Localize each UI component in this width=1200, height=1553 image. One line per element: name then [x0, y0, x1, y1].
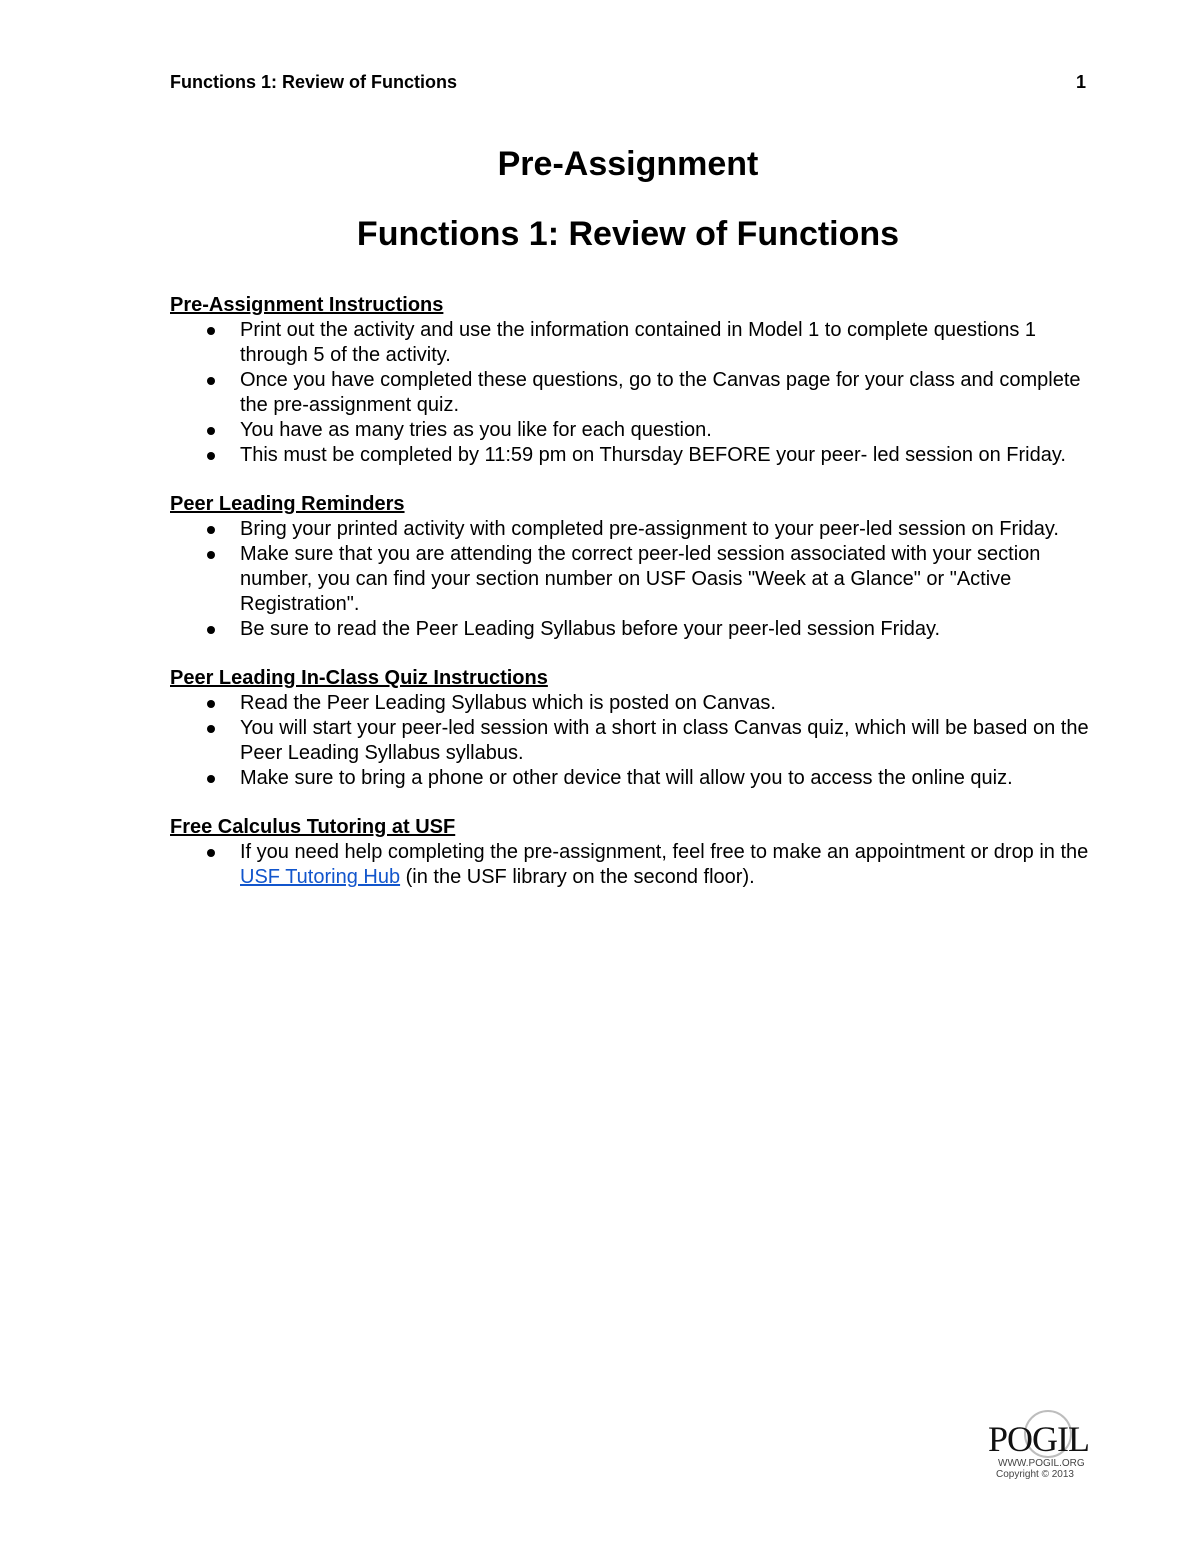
- list-item-text: Bring your printed activity with completed pre-assignment to your peer-led session on Friday.: [240, 518, 1059, 540]
- list-item-text: You have as many tries as you like for each question.: [240, 419, 712, 441]
- usf-tutoring-hub-link[interactable]: USF Tutoring Hub: [240, 866, 401, 888]
- bullet-icon: [207, 551, 215, 559]
- section-peer-leading-reminders: [170, 492, 1090, 642]
- list-item-text: You will start your peer-led session with a short in class Canvas quiz, which will be based on the Peer Leading Syllabus syllabus.: [240, 717, 1089, 764]
- bullet-icon: [207, 427, 215, 435]
- list-item-text: Be sure to read the Peer Leading Syllabus before your peer-led session Friday.: [240, 618, 941, 640]
- bullet-list: [170, 318, 1090, 468]
- section-heading: Peer Leading In-Class Quiz Instructions: [170, 667, 548, 689]
- bullet-icon: [207, 775, 215, 783]
- list-item-text: Print out the activity and use the information contained in Model 1 to complete questions 1 through 5 of the activity.: [240, 319, 1037, 366]
- document-body: [170, 293, 1090, 914]
- running-header: [170, 70, 1086, 94]
- list-item: [170, 840, 1090, 890]
- list-item-text: This must be completed by 11:59 pm on Thursday BEFORE your peer- led session on Friday.: [240, 444, 1066, 466]
- bullet-icon: [207, 377, 215, 385]
- section-heading: Free Calculus Tutoring at USF: [170, 816, 456, 838]
- section-free-calculus-tutoring: [170, 815, 1090, 890]
- bullet-icon: [207, 626, 215, 634]
- list-item: [170, 443, 1090, 468]
- bullet-icon: [207, 526, 215, 534]
- pogil-logo: [984, 1410, 1094, 1480]
- page-number: 1: [1075, 72, 1086, 92]
- bullet-list: [170, 517, 1090, 642]
- list-item-text: Make sure that you are attending the correct peer-led session associated with your section number, you can find your section number on USF Oasis "Week at a Glance" or "Active Registration".: [240, 543, 1041, 615]
- bullet-list: [170, 691, 1090, 791]
- list-item: [170, 368, 1090, 418]
- document-title-line2: Functions 1: Review of Functions: [356, 215, 900, 253]
- section-in-class-quiz-instructions: [170, 666, 1090, 791]
- bullet-icon: [207, 452, 215, 460]
- list-item: [170, 766, 1090, 791]
- bullet-icon: [207, 849, 215, 857]
- list-item: [170, 542, 1090, 617]
- section-heading: Pre-Assignment Instructions: [170, 294, 444, 316]
- list-item: [170, 418, 1090, 443]
- logo-url: WWW.POGIL.ORG: [998, 1458, 1085, 1469]
- list-item: [170, 716, 1090, 766]
- bullet-icon: [207, 327, 215, 335]
- tutoring-text-before: If you need help completing the pre-assignment, feel free to make an appointment or drop in the: [240, 841, 1089, 863]
- document-title-line1: Pre-Assignment: [497, 145, 759, 183]
- list-item-text: Once you have completed these questions, go to the Canvas page for your class and complete the pre-assignment quiz.: [240, 369, 1081, 416]
- list-item: [170, 517, 1090, 542]
- bullet-list: [170, 840, 1090, 890]
- list-item: [170, 691, 1090, 716]
- section-heading: Peer Leading Reminders: [170, 493, 405, 515]
- list-item: [170, 617, 1090, 642]
- bullet-icon: [207, 700, 215, 708]
- section-pre-assignment-instructions: [170, 293, 1090, 468]
- logo-wordmark: POGIL: [988, 1419, 1089, 1459]
- list-item-text: Make sure to bring a phone or other device that will allow you to access the online quiz.: [240, 767, 1013, 789]
- tutoring-text-after: (in the USF library on the second floor).: [400, 866, 755, 888]
- list-item-text: Read the Peer Leading Syllabus which is posted on Canvas.: [240, 692, 776, 714]
- logo-copyright: Copyright © 2013: [996, 1469, 1074, 1480]
- list-item: [170, 318, 1090, 368]
- bullet-icon: [207, 725, 215, 733]
- header-title: Functions 1: Review of Functions: [170, 72, 458, 92]
